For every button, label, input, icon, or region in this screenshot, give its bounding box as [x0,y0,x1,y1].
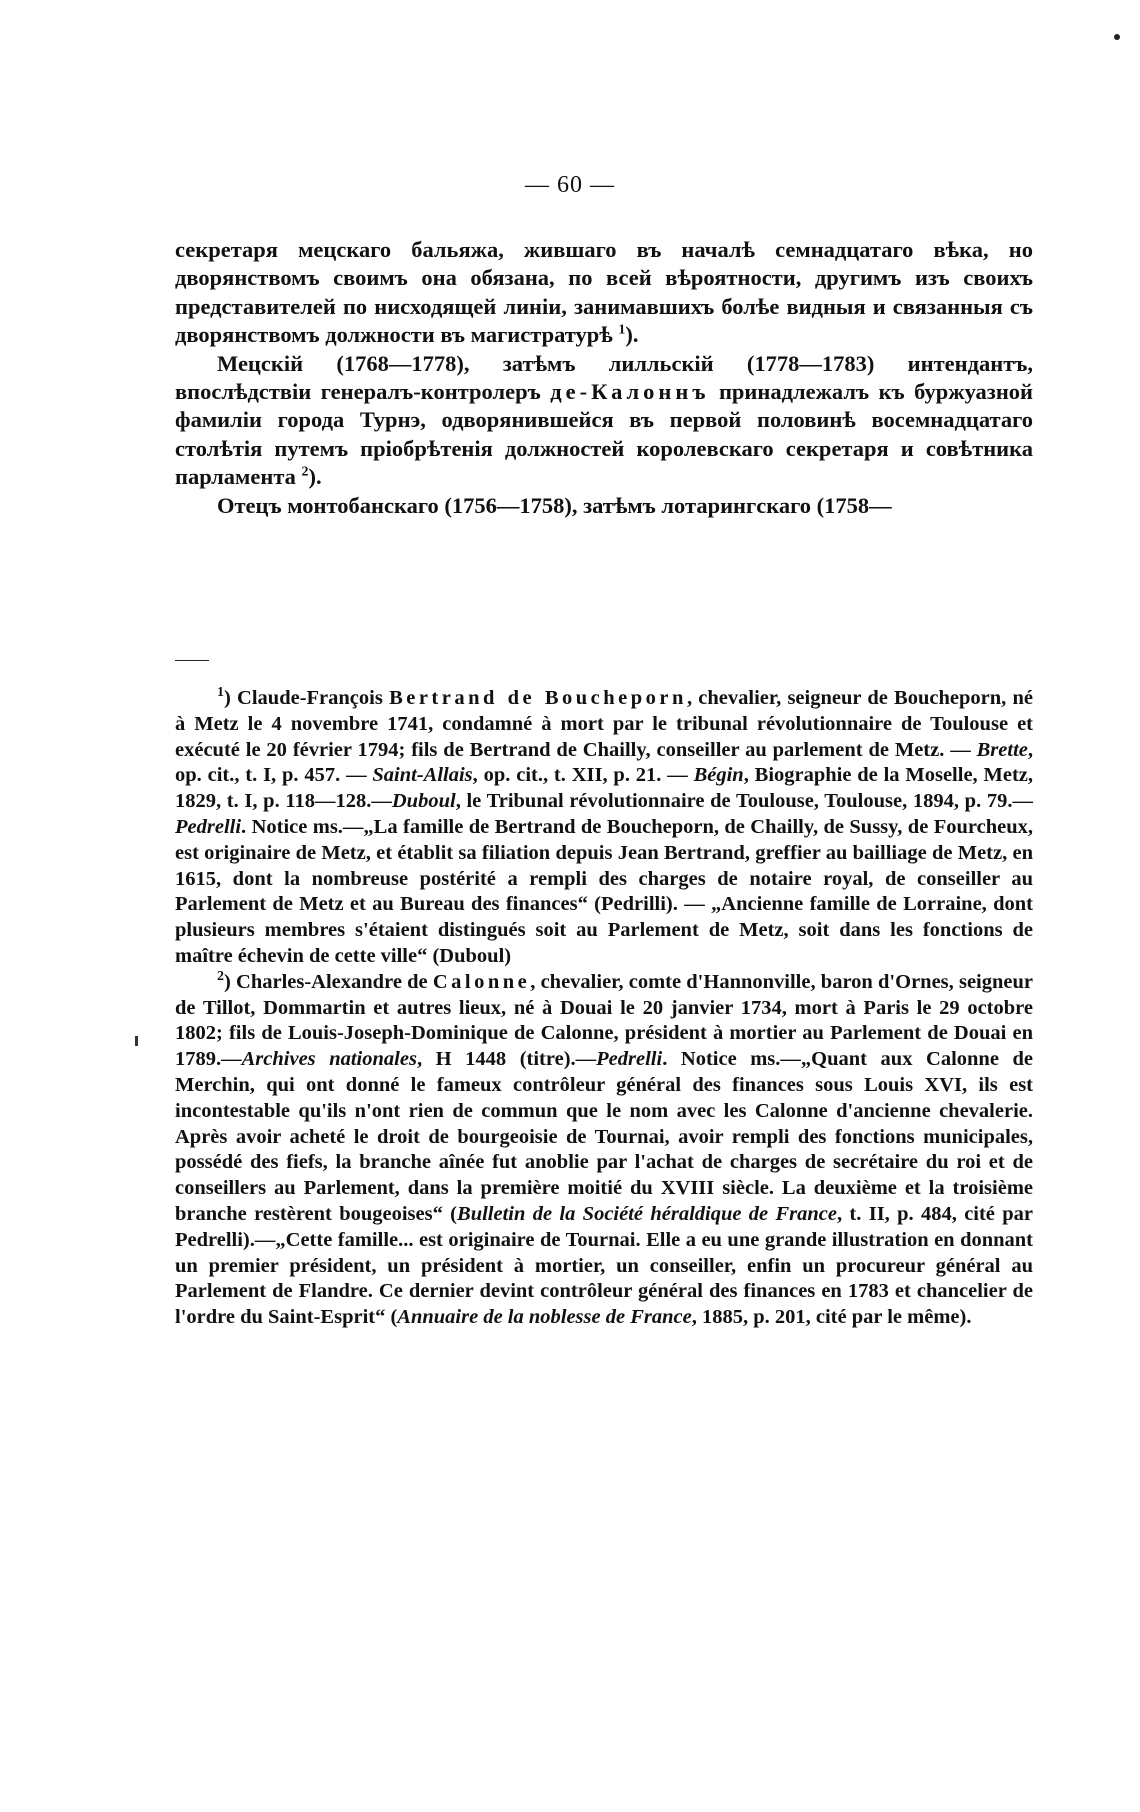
citation-source: Archives nationales [241,1048,417,1071]
footnote-text: , chevalier, seigneur de Boucheporn, né à Metz le 4 novembre 1741, condamné à mort par le tribunal révolutionnaire de Toulouse et exécuté le 20 février 1794; fils de Bertrand de Chailly, conseiller au parlement de Metz. — [175,687,1033,761]
footnote-text: ) Charles-Alexandre de [224,970,428,993]
footnote-2 [175,970,1033,1331]
footnote-separator [175,660,209,661]
person-name: Calonne [432,970,531,993]
citation-author: Saint-Allais [372,764,473,787]
citation-author: Pedrelli [596,1048,663,1071]
paragraph-father: Отецъ монтобанскаго (1756—1758), затѣмъ лотарингскаго (1758— [217,492,892,518]
footnote-text: , H 1448 (titre).— [416,1048,597,1071]
footnote-text: . Notice ms.—„Quant aux Calonne de Merchin, qui ont donné le fameux contrôleur général des finances sous Louis XVI, ils est incontestable qu'ils n'ont rien de commun que le nom avec les Calonne d'ancienne chevalerie. Après avoir acheté le droit de bourgeoisie de Tournai, avoir rempli des fonctions municipales, possédé des fiefs, la branche aînée fut anoblie par l'achat de charges de secrétaire du roi et de conseillers au Parlement, dans la première moitié du XVIII siècle. La deuxième et la troisième branche restèrent bougeoises“ ( [175,1048,1033,1225]
footnote-text: , le Tribunal révolutionnaire de Toulouse, Toulouse, 1894, p. 79.— [455,790,1033,813]
footnote-text: , t. II, p. 484, cité par Pedrelli).—„Cette famille... est originaire de Tournai. Elle a eu une grande illustration en donnant un premier président, un président à mortier, un conseiller, enfin un procureur général au Parlement de Flandre. Ce dernier devint contrôleur général des finances en 1783 et chancelier de l'ordre du Saint-Esprit“ ( [175,1202,1033,1329]
citation-author: Duboul [391,790,456,813]
main-text [175,236,1033,520]
footnote-mark: 1 [217,685,224,701]
citation-author: Brette [976,738,1028,761]
person-name: де-Калоннъ [550,379,710,405]
paragraph-text: ). [625,322,639,348]
citation-source: Bulletin de la Société héraldique de France [457,1202,837,1225]
paragraph-continued [175,236,1033,350]
citation-author: Pedrelli [175,815,242,838]
person-name: Bertrand de Boucheporn [389,687,687,709]
margin-mark [135,1036,138,1046]
scan-speck [1114,34,1120,40]
paragraph-text: ). [308,464,322,490]
paragraph-text: секретаря мецскаго бальяжа, жившаго въ началѣ семнадцатаго вѣка, но дворянствомъ своимъ она обязана, по всей вѣроятности, другимъ изъ своихъ представителей по нисходящей линіи, занимавшихъ болѣе видныя и связанныя съ дворянствомъ должности въ магистратурѣ [175,237,1033,348]
footnote-1 [175,686,1033,970]
footnote-ref-2: 2 [301,464,309,480]
footnote-text: , 1885, p. 201, cité par le même). [691,1306,972,1329]
footnote-text: , op. cit., t. XII, p. 21. — [472,764,688,787]
footnote-text: . Notice ms.—„La famille de Bertrand de Boucheporn, de Chailly, de Sussy, de Fourcheux, est originaire de Metz, et établit sa filiation depuis Jean Bertrand, greffier au bailliage de Metz, en 1615, dont la nombreuse postérité a rempli des charges de notaire royal, de conseiller au Parlement de Metz et au Bureau des finances“ (Pedrilli). — „Ancienne famille de Lorraine, dont plusieurs membres s'étaient distingués soit au Parlement de Metz, soit dans les fonctions de maître échevin de cette ville“ (Duboul) [175,815,1033,967]
footnote-mark: 2 [217,968,224,984]
paragraph-calonne [175,350,1033,492]
footnote-text: , chevalier, comte d'Hannonville, baron d'Ornes, seigneur de Tillot, Dommartin et autres lieux, né à Douai le 20 janvier 1734, mort à Paris le 29 octobre 1802; fils de Louis-Joseph-Dominique de Calonne, président à mortier au Parlement de Douai en 1789.— [175,970,1033,1071]
footnote-text: ) Claude-François [224,687,383,709]
footnotes [175,686,1033,1331]
citation-source: Annuaire de la noblesse de France [397,1306,692,1329]
footnote-ref-1: 1 [618,322,626,338]
page-number: — 60 — [525,172,615,198]
paragraph-text: принадлежалъ къ буржуазной фамиліи города Турнэ, одворянившейся въ первой половинѣ восемнадцатаго столѣтія путемъ пріобрѣтенія должностей королевскаго секретаря и совѣтника парламента [175,379,1034,490]
footnote-text: , Biographie de la Moselle, Metz, 1829, t. I, p. 118—128.— [175,764,1033,813]
citation-author: Bégin [693,764,744,787]
footnote-text: , op. cit., t. I, p. 457. — [175,738,1033,787]
paragraph-text: Мецскій (1768—1778), затѣмъ лилльскій (1778—1783) интендантъ, впослѣдствіи генералъ-контролеръ [175,350,1033,405]
